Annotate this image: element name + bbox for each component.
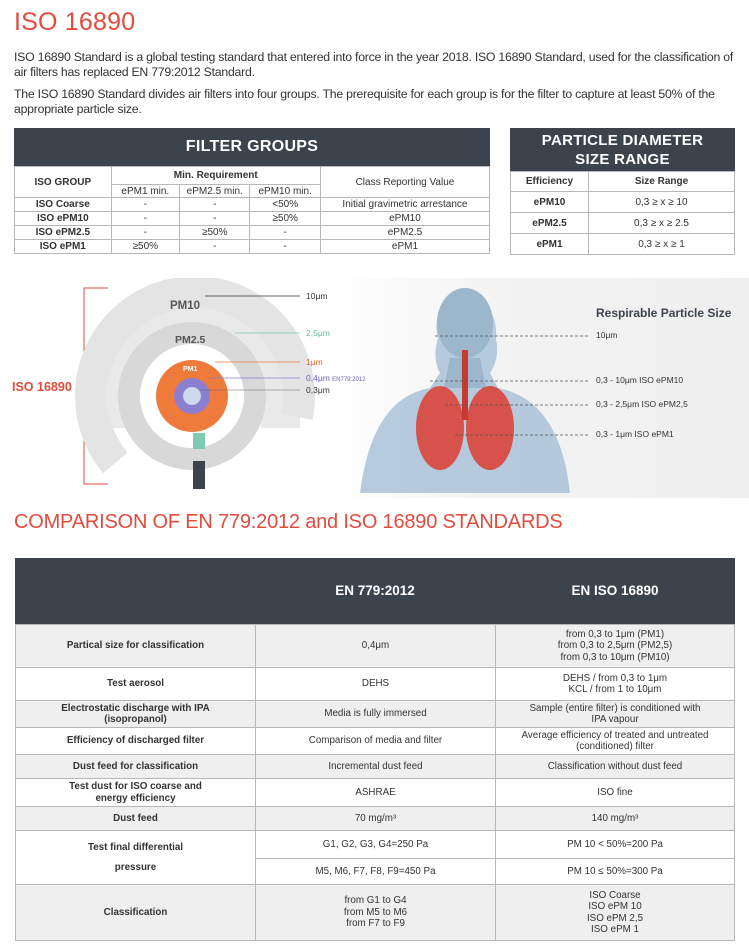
size-label-25um: 2,5μm: [306, 328, 330, 338]
teal-bar: [193, 433, 205, 449]
cell: PM 10 ≤ 50%=300 Pa: [496, 859, 735, 885]
line: DEHS / from 0,3 to 1μm: [562, 672, 668, 684]
particle-diameter-title-line2: SIZE RANGE: [575, 151, 670, 168]
comparison-header: [15, 558, 735, 624]
line: pressure: [114, 861, 157, 873]
cell: 0,4μm: [256, 625, 496, 668]
size-04-value: 0,4μm: [306, 373, 330, 383]
col-header-class-reporting: Class Reporting Value: [320, 167, 489, 198]
page-title: ISO 16890: [14, 8, 136, 36]
row-label: [16, 779, 256, 807]
line: from 0,3 to 10μm (PM10): [560, 651, 670, 663]
line: Average efficiency of treated and untreated: [521, 729, 709, 741]
col-header-epm10: ePM10 min.: [250, 185, 320, 198]
cell: -: [111, 226, 179, 240]
table-row: [16, 779, 735, 807]
cell: ePM1: [511, 234, 589, 255]
cell: Media is fully immersed: [256, 701, 496, 728]
line: Electrostatic discharge with IPA: [61, 702, 210, 714]
intro-paragraph-1: ISO 16890 Standard is a global testing standard that entered into force in the year 2018. ISO 16890 Standard, used for the classification of air filters has replaced EN 779:2012 Standard.: [14, 50, 734, 79]
col-header-iso-group: ISO GROUP: [15, 167, 112, 198]
line: ISO ePM 2,5: [586, 912, 644, 924]
particle-diameter-title: [510, 128, 735, 171]
row-label: Test aerosol: [16, 668, 256, 701]
cell: ePM10: [320, 212, 489, 226]
cell: ePM2.5: [320, 226, 489, 240]
cell: [256, 885, 496, 941]
line: (conditioned) filter: [576, 741, 654, 752]
line: Test final differential: [87, 842, 184, 853]
cell: ISO ePM10: [15, 212, 112, 226]
cell: 0,3 ≥ x ≥ 1: [589, 234, 735, 255]
table-row: [16, 625, 735, 668]
respirable-title: Respirable Particle Size: [596, 306, 732, 320]
cell: ≥50%: [180, 226, 250, 240]
comparison-table: [15, 624, 735, 941]
resp-label-epm25: 0,3 - 2,5μm ISO ePM2,5: [596, 399, 688, 409]
row-label: Classification: [16, 885, 256, 941]
resp-label-10um: 10μm: [596, 330, 618, 340]
size-label-10um: 10μm: [306, 291, 328, 301]
cell: ePM2.5: [511, 213, 589, 234]
size-04-note: EN779:2012: [332, 377, 366, 383]
particle-size-diagram: [0, 278, 749, 498]
line: from M5 to M6: [343, 906, 408, 918]
cell: ePM1: [320, 240, 489, 254]
col-header-epm25: ePM2.5 min.: [180, 185, 250, 198]
cell: DEHS: [256, 668, 496, 701]
cell: M5, M6, F7, F8, F9=450 Pa: [256, 859, 496, 885]
ring-label-pm1: PM1: [183, 366, 198, 373]
table-row: [15, 198, 490, 212]
table-row: [16, 885, 735, 941]
line: (isopropanol): [104, 714, 167, 725]
cell: G1, G2, G3, G4=250 Pa: [256, 831, 496, 859]
ring-label-pm25: PM2.5: [175, 334, 206, 346]
core-center: [183, 387, 201, 405]
filter-groups-table: [14, 166, 490, 254]
cell: 0,3 ≥ x ≥ 10: [589, 192, 735, 213]
row-label: [16, 701, 256, 728]
line: Sample (entire filter) is conditioned with: [529, 702, 701, 714]
cell: 70 mg/m³: [256, 807, 496, 831]
table-row: [511, 192, 735, 213]
resp-label-epm10: 0,3 - 10μm ISO ePM10: [596, 375, 684, 385]
line: ISO ePM 1: [591, 924, 639, 935]
intro-paragraph-2: The ISO 16890 Standard divides air filters into four groups. The prerequisite for each group is for the filter to capture at least 50% of the appropriate particle size.: [14, 87, 715, 116]
cell: [496, 701, 735, 728]
cell: ePM10: [511, 192, 589, 213]
cell: -: [111, 198, 179, 212]
cell: ≥50%: [111, 240, 179, 254]
cell: -: [180, 212, 250, 226]
cell: [496, 728, 735, 755]
col-header-efficiency: Efficiency: [511, 172, 589, 192]
line: ISO ePM 10: [588, 901, 642, 912]
iso-16890-label: ISO 16890: [12, 380, 72, 394]
cell: <50%: [250, 198, 320, 212]
particle-diameter-title-line1: PARTICLE DIAMETER: [541, 132, 704, 149]
col-header-size-range: Size Range: [589, 172, 735, 192]
table-row: [15, 212, 490, 226]
col-header-epm1: ePM1 min.: [111, 185, 179, 198]
table-row: [16, 755, 735, 779]
table-row: [16, 668, 735, 701]
table-row: [15, 226, 490, 240]
line: from G1 to G4: [344, 895, 407, 907]
dark-bar: [193, 461, 205, 489]
table-row: [15, 240, 490, 254]
cell: -: [180, 240, 250, 254]
line: IPA vapour: [591, 714, 639, 725]
ring-label-pm10: PM10: [170, 300, 201, 312]
particle-diameter-table: [510, 171, 735, 255]
cell: ISO Coarse: [15, 198, 112, 212]
cell: -: [250, 240, 320, 254]
row-label: Dust feed for classification: [16, 755, 256, 779]
cell: [496, 885, 735, 941]
cell: ISO ePM2.5: [15, 226, 112, 240]
filter-groups-title: FILTER GROUPS: [14, 128, 490, 166]
cell: Incremental dust feed: [256, 755, 496, 779]
resp-label-epm1: 0,3 - 1μm ISO ePM1: [596, 429, 674, 439]
cell: ISO ePM1: [15, 240, 112, 254]
col-header-min-requirement: Min. Requirement: [111, 167, 320, 185]
row-label: Efficiency of discharged filter: [16, 728, 256, 755]
row-label: Partical size for classification: [16, 625, 256, 668]
col-header-iso16890: EN ISO 16890: [571, 583, 659, 598]
cell: ISO fine: [496, 779, 735, 807]
cell: -: [250, 226, 320, 240]
table-row: [511, 213, 735, 234]
row-label: Dust feed: [16, 807, 256, 831]
col-header-en779: EN 779:2012: [335, 583, 415, 598]
cell: 140 mg/m³: [496, 807, 735, 831]
cell: 0,3 ≥ x ≥ 2.5: [589, 213, 735, 234]
line: Test dust for ISO coarse and: [69, 781, 202, 792]
cell: Classification without dust feed: [496, 755, 735, 779]
line: ISO Coarse: [589, 889, 641, 901]
cell: [496, 668, 735, 701]
table-row: [16, 728, 735, 755]
cell: -: [180, 198, 250, 212]
cell: PM 10 < 50%=200 Pa: [496, 831, 735, 859]
line: from 0,3 to 1μm (PM1): [565, 628, 665, 640]
comparison-title: COMPARISON OF EN 779:2012 and ISO 16890 STANDARDS: [14, 511, 563, 533]
table-row: [511, 234, 735, 255]
size-label-1um: 1μm: [306, 357, 323, 367]
line: from F7 to F9: [346, 918, 405, 930]
line: energy efficiency: [95, 792, 176, 804]
line: KCL / from 1 to 10μm: [568, 684, 662, 695]
size-label-03um: 0,3μm: [306, 385, 330, 395]
table-row: [16, 831, 735, 859]
cell: Initial gravimetric arrestance: [320, 198, 489, 212]
cell: ASHRAE: [256, 779, 496, 807]
human-figure: [360, 288, 570, 493]
table-row: [16, 701, 735, 728]
cell: -: [111, 212, 179, 226]
cell: ≥50%: [250, 212, 320, 226]
table-row: [16, 807, 735, 831]
cell: [496, 625, 735, 668]
cell: Comparison of media and filter: [256, 728, 496, 755]
line: from 0,3 to 2,5μm (PM2,5): [557, 640, 673, 652]
size-label-04um: [306, 373, 366, 383]
row-label: [16, 831, 256, 885]
